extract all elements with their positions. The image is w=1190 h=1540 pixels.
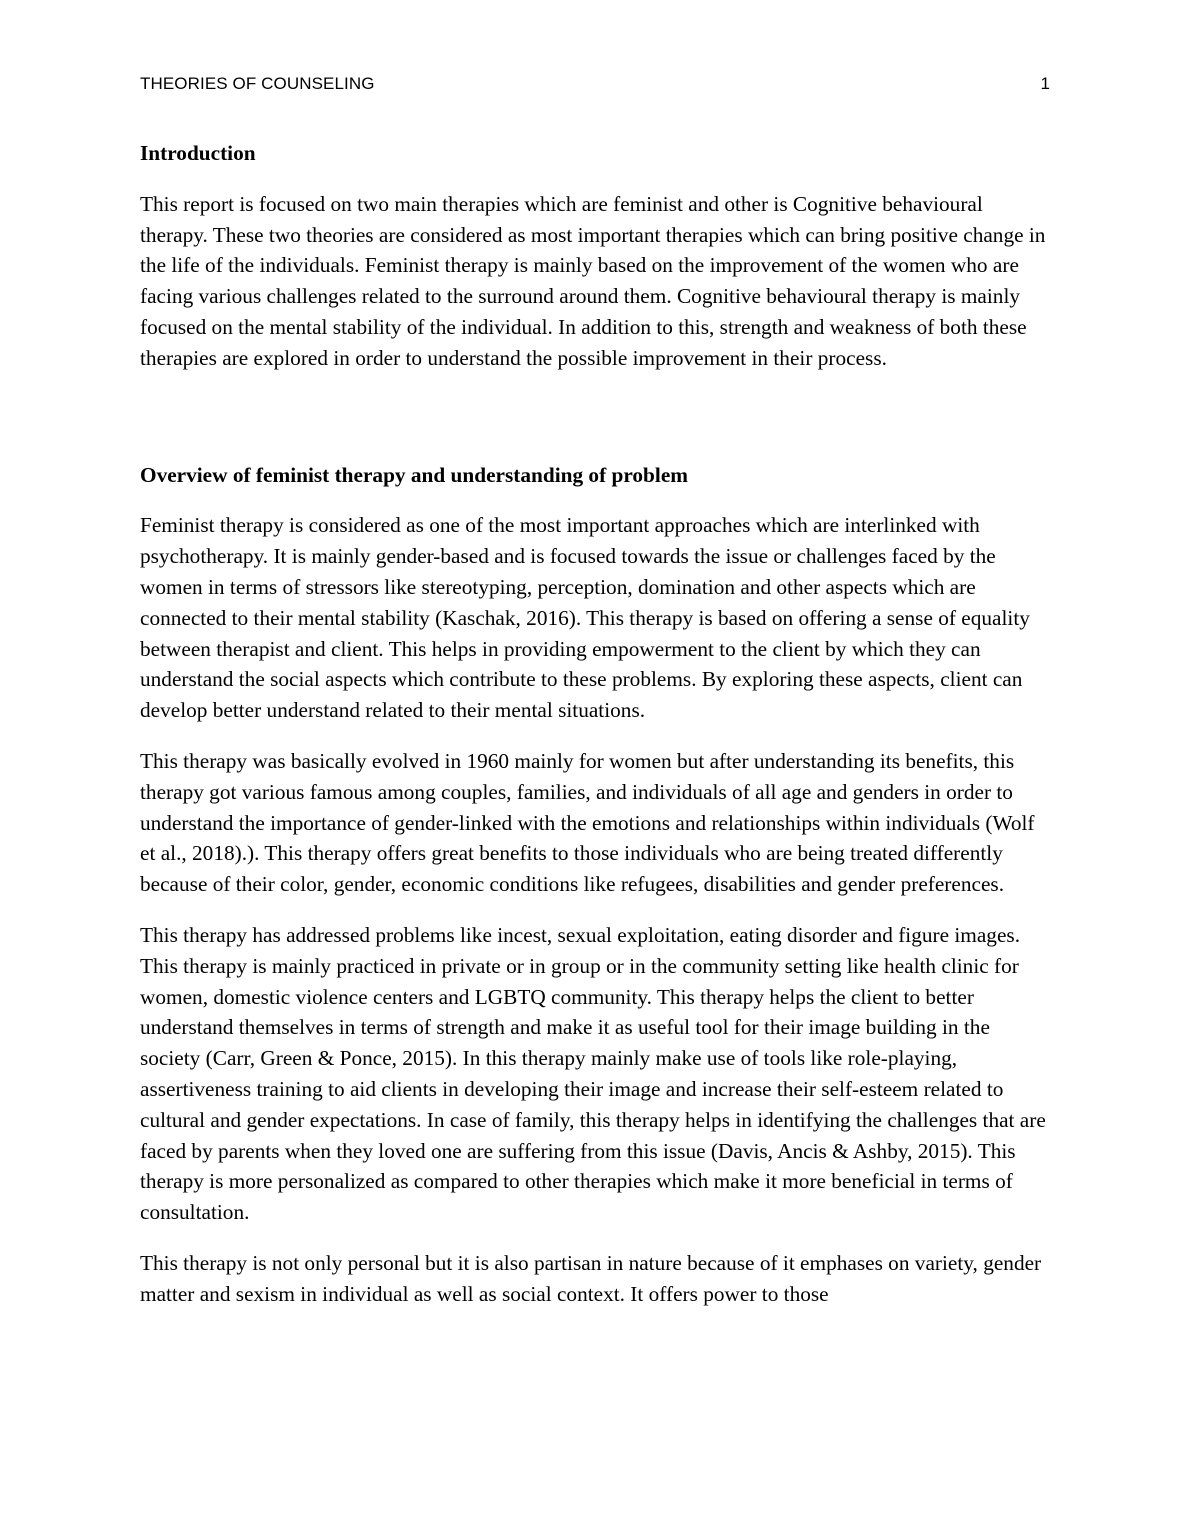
page-number: 1	[1040, 74, 1050, 93]
page-header	[140, 72, 1050, 96]
introduction-heading: Introduction	[140, 141, 256, 165]
overview-paragraph-3: This therapy has addressed problems like incest, sexual exploitation, eating disorder and figure images. This therapy is mainly practiced in private or in group or in the community setting like health clinic for women, domestic violence centers and LGBTQ community. This therapy helps the client to better understand themselves in terms of strength and make it as useful tool for their image building in the society (Carr, Green & Ponce, 2015). In this therapy mainly make use of tools like role-playing, assertiveness training to aid clients in developing their image and increase their self-esteem related to cultural and gender expectations. In case of family, this therapy helps in identifying the challenges that are faced by parents when they loved one are suffering from this issue (Davis, Ancis & Ashby, 2015). This therapy is more personalized as compared to other therapies which make it more beneficial in terms of consultation.	[140, 922, 1046, 1225]
running-head: THEORIES OF COUNSELING	[140, 74, 375, 93]
overview-paragraph-4: This therapy is not only personal but it is also partisan in nature because of it emphases on variety, gender matter and sexism in individual as well as social context. It offers power to those	[140, 1250, 1042, 1306]
section-spacer	[140, 394, 1054, 460]
document-body	[140, 138, 1054, 1330]
overview-heading: Overview of feminist therapy and understanding of problem	[140, 462, 689, 487]
overview-paragraph-2: This therapy was basically evolved in 1960 mainly for women but after understanding its benefits, this therapy got various famous among couples, families, and individuals of all age and genders in order to understand the importance of gender-linked with the emotions and relationships within individuals (Wolf et al., 2018).). This therapy offers great benefits to those individuals who are being treated differently because of their color, gender, economic conditions like refugees, disabilities and gender preferences.	[140, 748, 1035, 897]
overview-paragraph-1: Feminist therapy is considered as one of the most important approaches which are interlinked with psychotherapy. It is mainly gender-based and is focused towards the issue or challenges faced by the women in terms of stressors like stereotyping, perception, domination and other aspects which are connected to their mental stability (Kaschak, 2016). This therapy is based on offering a sense of equality between therapist and client. This helps in providing empowerment to the client by which they can understand the social aspects which contribute to these problems. By exploring these aspects, client can develop better understand related to their mental situations.	[140, 513, 1030, 723]
introduction-paragraph: This report is focused on two main therapies which are feminist and other is Cognitive behavioural therapy. These two theories are considered as most important therapies which can bring positive change in the life of the individuals. Feminist therapy is mainly based on the improvement of the women who are facing various challenges related to the surround around them. Cognitive behavioural therapy is mainly focused on the mental stability of the individual. In addition to this, strength and weakness of both these therapies are explored in order to understand the possible improvement in their process.	[140, 191, 1046, 370]
